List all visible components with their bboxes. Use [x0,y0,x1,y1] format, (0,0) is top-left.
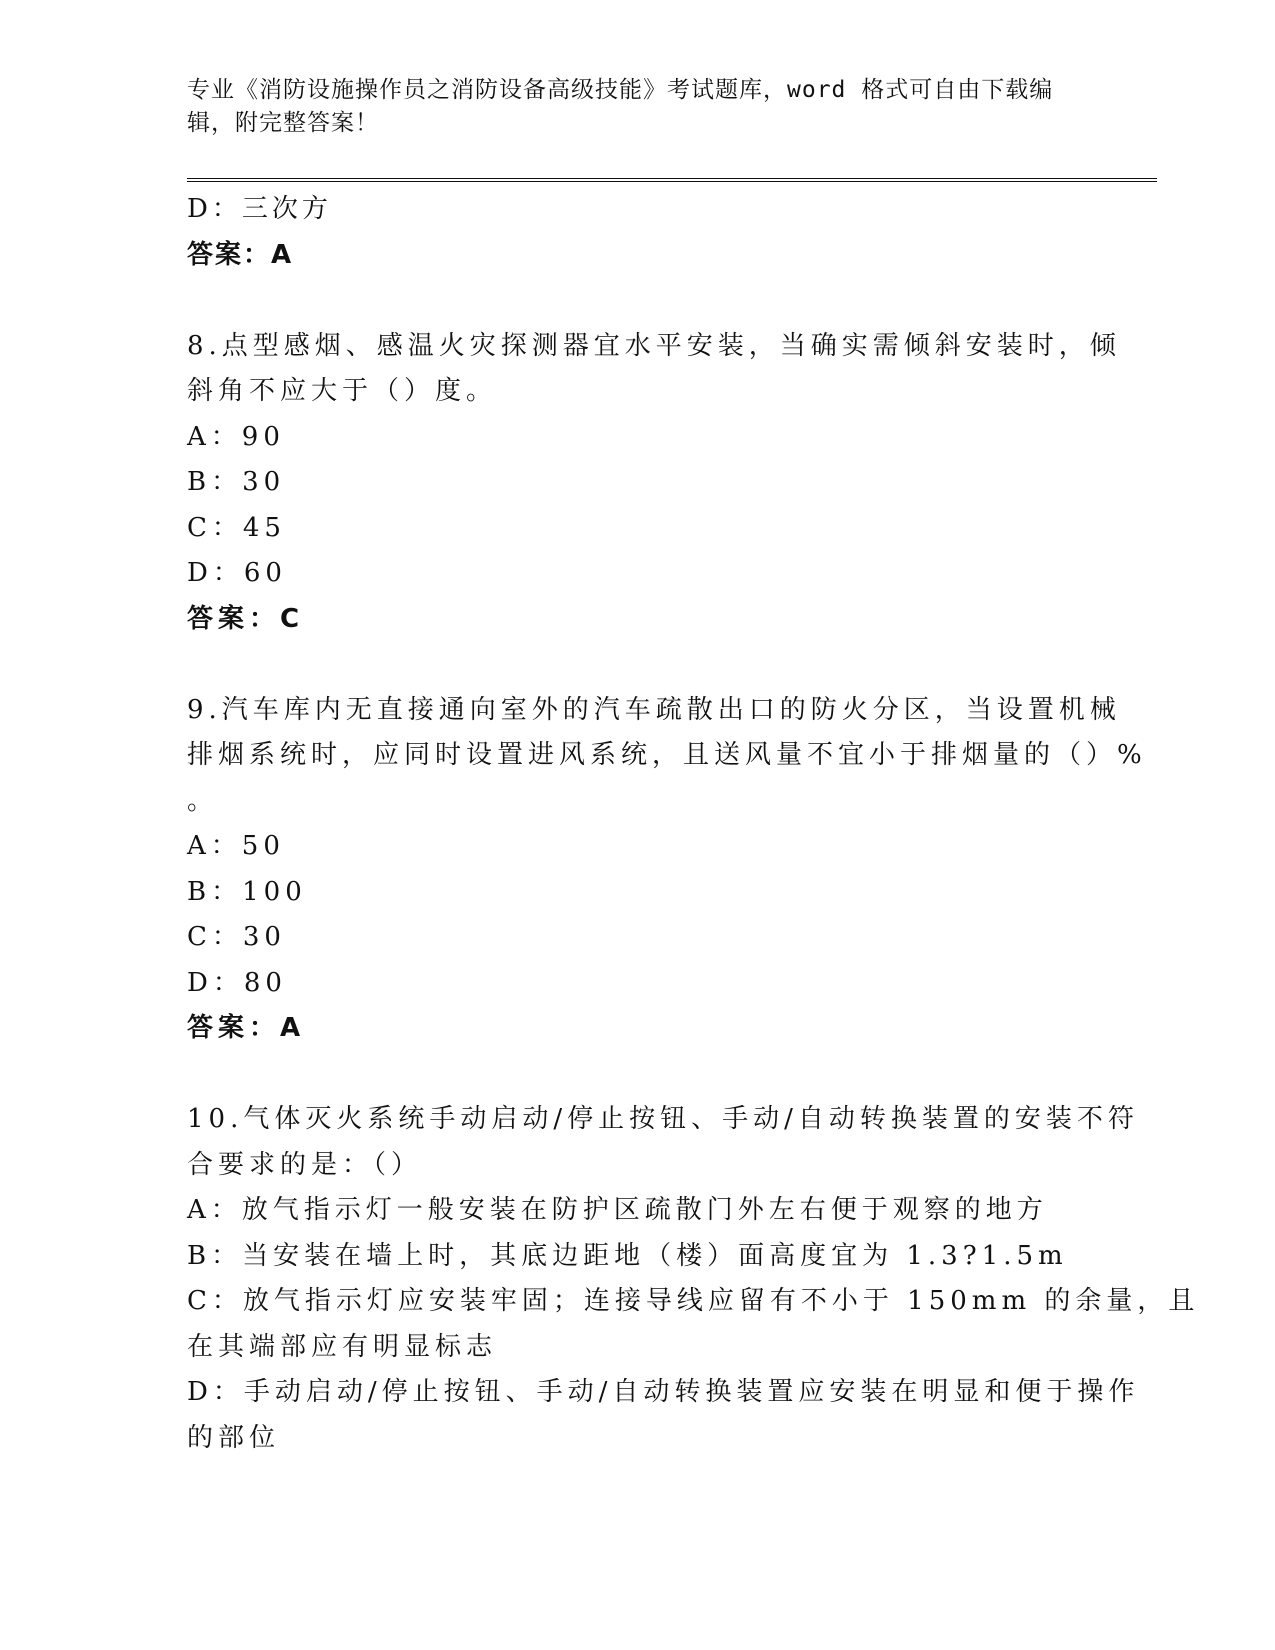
answer: 答案：A [187,239,294,270]
option-c: C：45 [187,512,286,543]
header-divider [187,178,1157,182]
document-body [187,187,1200,1461]
option-b: B：100 [187,876,307,907]
question-stem-line: 10.气体灭火系统手动启动/停止按钮、手动/自动转换装置的安装不符 [187,1104,1139,1134]
option-d: D：80 [187,967,287,998]
option-a: A：50 [187,831,285,861]
question-stem-line: 。 [187,785,219,816]
option-a: A：放气指示灯一般安装在防护区疏散门外左右便于观察的地方 [187,1195,1048,1225]
option-d: D：三次方 [187,194,332,224]
question-10 [187,1097,1200,1461]
option-b: B：当安装在墙上时，其底边距地（楼）面高度宜为 1.3?1.5m [187,1240,1068,1271]
previous-question-tail [187,187,1087,278]
question-stem-line: 9.汽车库内无直接通向室外的汽车疏散出口的防火分区，当设置机械 [187,694,1121,725]
answer: 答案：A [187,1013,306,1043]
header-line-1: 专业《消防设施操作员之消防设备高级技能》考试题库，word 格式可自由下载编 [187,77,1054,103]
option-d: D：手动启动/停止按钮、手动/自动转换装置应安装在明显和便于操作 [187,1377,1140,1407]
spacer [187,642,1087,688]
option-d: D：60 [187,558,287,588]
spacer [187,1052,1087,1098]
option-b: B：30 [187,467,286,497]
option-c-continuation: 在其端部应有明显标志 [187,1331,498,1362]
question-stem-line: 斜角不应大于（）度。 [187,376,498,406]
question-stem-line: 8.点型感烟、感温火灾探测器宜水平安装，当确实需倾斜安装时，倾 [187,330,1121,361]
option-c: C：30 [187,922,286,952]
option-a: A：90 [187,421,285,452]
answer: 答案：C [187,603,305,634]
question-stem-line: 合要求的是：（） [187,1149,423,1180]
question-stem-line: 排烟系统时，应同时设置进风系统，且送风量不宜小于排烟量的（）% [187,740,1147,770]
spacer [187,278,1087,324]
question-8 [187,324,1121,643]
document-header [187,74,1067,140]
option-c: C：放气指示灯应安装牢固；连接导线应留有不小于 150mm 的余量，且 [187,1286,1200,1316]
option-d-continuation: 的部位 [187,1422,281,1453]
question-9 [187,688,1147,1052]
header-line-2: 辑，附完整答案！ [187,110,379,136]
